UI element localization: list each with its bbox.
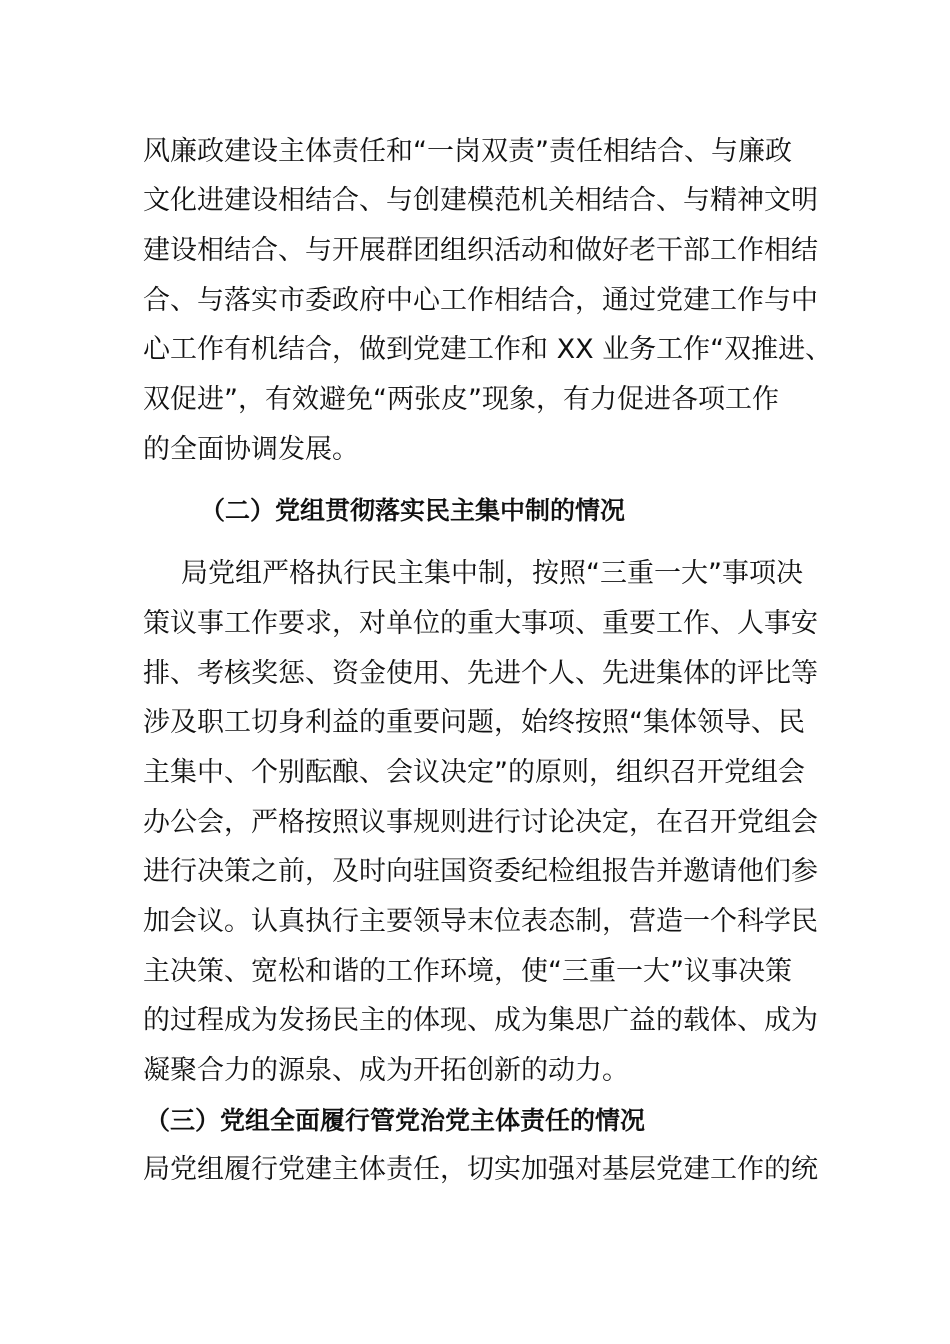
paragraph-line: 加会议。认真执行主要领导末位表态制，营造一个科学民 <box>143 906 818 937</box>
section-heading-3: （三）党组全面履行管党治党主体责任的情况 <box>145 1106 646 1135</box>
paragraph-line: 的过程成为发扬民主的体现、成为集思广益的载体、成为 <box>143 1005 818 1036</box>
paragraph-line: 办公会，严格按照议事规则进行讨论决定，在召开党组会 <box>143 807 818 838</box>
paragraph-line: 进行决策之前，及时向驻国资委纪检组报告并邀请他们参 <box>143 856 818 887</box>
paragraph-line: 心工作有机结合，做到党建工作和 XX 业务工作“双推进、 <box>143 334 833 365</box>
paragraph-line: 局党组履行党建主体责任，切实加强对基层党建工作的统 <box>143 1154 818 1185</box>
paragraph-line: 的全面协调发展。 <box>143 434 359 465</box>
paragraph-line: 主决策、宽松和谐的工作环境，使“三重一大”议事决策 <box>143 956 792 987</box>
paragraph-line: 凝聚合力的源泉、成为开拓创新的动力。 <box>143 1055 629 1086</box>
section-heading-2: （二）党组贯彻落实民主集中制的情况 <box>200 496 626 525</box>
paragraph-line: 建设相结合、与开展群团组织活动和做好老干部工作相结 <box>143 235 818 266</box>
paragraph-line: 策议事工作要求，对单位的重大事项、重要工作、人事安 <box>143 608 818 639</box>
paragraph-line: 涉及职工切身利益的重要问题，始终按照“集体领导、民 <box>143 707 805 738</box>
paragraph-line: 文化进建设相结合、与创建模范机关相结合、与精神文明 <box>143 185 818 216</box>
paragraph-line: 排、考核奖惩、资金使用、先进个人、先进集体的评比等 <box>143 658 818 689</box>
paragraph-line: 局党组严格执行民主集中制，按照“三重一大”事项决 <box>181 558 803 589</box>
paragraph-line: 主集中、个别酝酿、会议决定”的原则，组织召开党组会 <box>143 757 805 788</box>
paragraph-line: 双促进”，有效避免“两张皮”现象，有力促进各项工作 <box>143 384 779 415</box>
paragraph-line: 风廉政建设主体责任和“一岗双责”责任相结合、与廉政 <box>143 136 792 167</box>
paragraph-line: 合、与落实市委政府中心工作相结合，通过党建工作与中 <box>143 285 818 316</box>
